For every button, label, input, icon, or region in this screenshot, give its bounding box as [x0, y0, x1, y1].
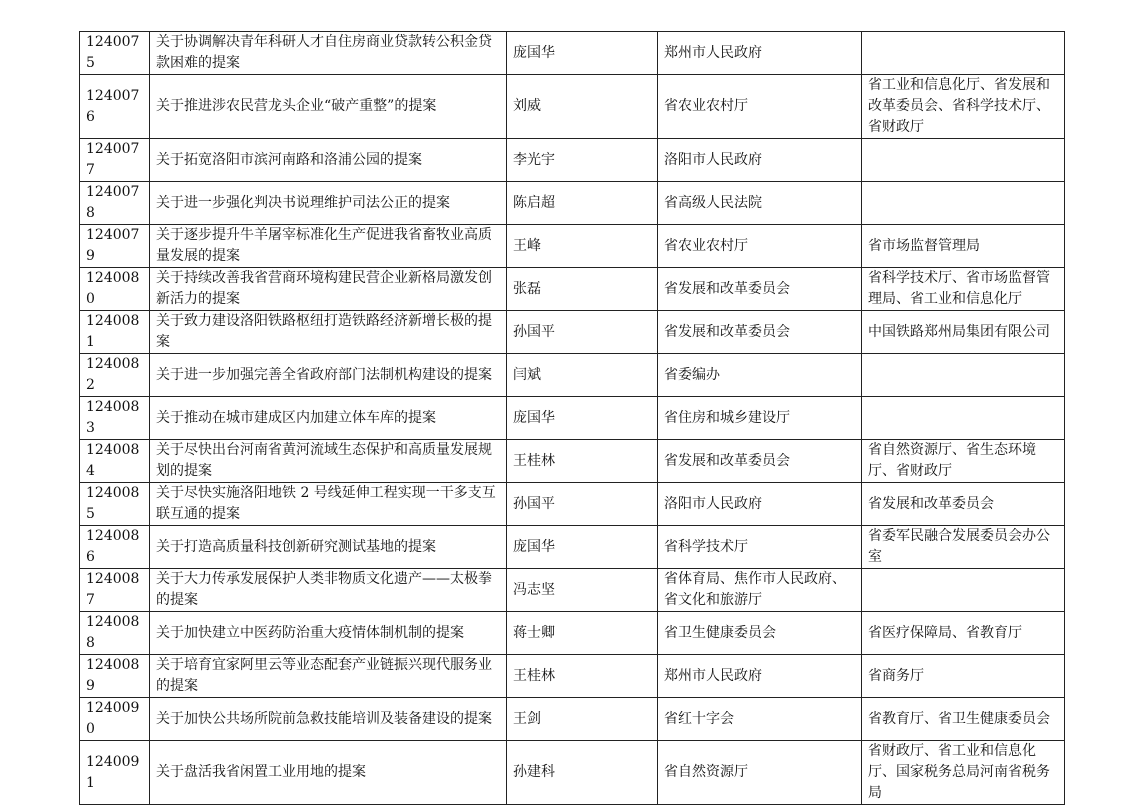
proposal-title: 关于培育宜家阿里云等业态配套产业链振兴现代服务业的提案	[150, 655, 507, 698]
proposer-name: 孙建科	[507, 741, 658, 805]
proposal-id: 1240079	[80, 225, 150, 268]
proposal-title: 关于持续改善我省营商环境构建民营企业新格局激发创新活力的提案	[150, 268, 507, 311]
lead-unit: 省科学技术厅	[658, 526, 862, 569]
co-units	[862, 397, 1065, 440]
proposer-name: 庞国华	[507, 526, 658, 569]
lead-unit: 省卫生健康委员会	[658, 612, 862, 655]
co-units: 省委军民融合发展委员会办公室	[862, 526, 1065, 569]
proposer-name: 闫斌	[507, 354, 658, 397]
proposal-title: 关于加快公共场所院前急救技能培训及装备建设的提案	[150, 698, 507, 741]
proposal-title: 关于进一步强化判决书说理维护司法公正的提案	[150, 182, 507, 225]
proposal-title: 关于盘活我省闲置工业用地的提案	[150, 741, 507, 805]
table-row	[80, 32, 1065, 75]
proposer-name: 庞国华	[507, 397, 658, 440]
proposer-name: 王桂林	[507, 440, 658, 483]
proposal-id: 1240080	[80, 268, 150, 311]
co-units: 中国铁路郑州局集团有限公司	[862, 311, 1065, 354]
proposal-id: 1240084	[80, 440, 150, 483]
proposer-name: 陈启超	[507, 182, 658, 225]
lead-unit: 省委编办	[658, 354, 862, 397]
lead-unit: 省农业农村厅	[658, 75, 862, 139]
proposal-title: 关于尽快出台河南省黄河流域生态保护和高质量发展规划的提案	[150, 440, 507, 483]
co-units: 省自然资源厅、省生态环境厅、省财政厅	[862, 440, 1065, 483]
co-units: 省发展和改革委员会	[862, 483, 1065, 526]
table-row	[80, 698, 1065, 741]
lead-unit: 郑州市人民政府	[658, 655, 862, 698]
lead-unit: 省农业农村厅	[658, 225, 862, 268]
co-units: 省商务厅	[862, 655, 1065, 698]
proposal-id: 1240087	[80, 569, 150, 612]
proposal-id: 1240083	[80, 397, 150, 440]
lead-unit: 洛阳市人民政府	[658, 483, 862, 526]
proposal-id: 1240088	[80, 612, 150, 655]
table-row	[80, 569, 1065, 612]
lead-unit: 郑州市人民政府	[658, 32, 862, 75]
proposal-id: 1240085	[80, 483, 150, 526]
lead-unit: 省体育局、焦作市人民政府、省文化和旅游厅	[658, 569, 862, 612]
co-units	[862, 32, 1065, 75]
table-row	[80, 655, 1065, 698]
proposal-id: 1240075	[80, 32, 150, 75]
lead-unit: 省高级人民法院	[658, 182, 862, 225]
proposal-title: 关于大力传承发展保护人类非物质文化遗产——太极拳的提案	[150, 569, 507, 612]
table-row	[80, 397, 1065, 440]
proposal-id: 1240076	[80, 75, 150, 139]
proposal-title: 关于加快建立中医药防治重大疫情体制机制的提案	[150, 612, 507, 655]
table-row	[80, 354, 1065, 397]
co-units: 省医疗保障局、省教育厅	[862, 612, 1065, 655]
proposer-name: 孙国平	[507, 311, 658, 354]
proposal-title: 关于协调解决青年科研人才自住房商业贷款转公积金贷款困难的提案	[150, 32, 507, 75]
proposal-title: 关于致力建设洛阳铁路枢纽打造铁路经济新增长极的提案	[150, 311, 507, 354]
proposal-id: 1240081	[80, 311, 150, 354]
proposal-id: 1240090	[80, 698, 150, 741]
co-units: 省科学技术厅、省市场监督管理局、省工业和信息化厅	[862, 268, 1065, 311]
lead-unit: 洛阳市人民政府	[658, 139, 862, 182]
co-units: 省财政厅、省工业和信息化厅、国家税务总局河南省税务局	[862, 741, 1065, 805]
proposal-id: 1240089	[80, 655, 150, 698]
table-row	[80, 75, 1065, 139]
table-row	[80, 440, 1065, 483]
lead-unit: 省发展和改革委员会	[658, 440, 862, 483]
table-row	[80, 741, 1065, 805]
table-row	[80, 268, 1065, 311]
proposal-title: 关于打造高质量科技创新研究测试基地的提案	[150, 526, 507, 569]
proposal-id: 1240078	[80, 182, 150, 225]
lead-unit: 省红十字会	[658, 698, 862, 741]
co-units	[862, 182, 1065, 225]
co-units: 省教育厅、省卫生健康委员会	[862, 698, 1065, 741]
proposer-name: 王桂林	[507, 655, 658, 698]
proposer-name: 庞国华	[507, 32, 658, 75]
table-row	[80, 311, 1065, 354]
proposer-name: 冯志坚	[507, 569, 658, 612]
proposer-name: 王剑	[507, 698, 658, 741]
co-units	[862, 354, 1065, 397]
lead-unit: 省发展和改革委员会	[658, 311, 862, 354]
proposal-id: 1240082	[80, 354, 150, 397]
table-row	[80, 612, 1065, 655]
table-row	[80, 139, 1065, 182]
proposal-title: 关于推进涉农民营龙头企业“破产重整”的提案	[150, 75, 507, 139]
table-row	[80, 225, 1065, 268]
proposal-title: 关于逐步提升牛羊屠宰标准化生产促进我省畜牧业高质量发展的提案	[150, 225, 507, 268]
proposer-name: 孙国平	[507, 483, 658, 526]
lead-unit: 省发展和改革委员会	[658, 268, 862, 311]
proposal-title: 关于拓宽洛阳市滨河南路和洛浦公园的提案	[150, 139, 507, 182]
proposer-name: 李光宇	[507, 139, 658, 182]
proposal-title: 关于进一步加强完善全省政府部门法制机构建设的提案	[150, 354, 507, 397]
proposal-id: 1240077	[80, 139, 150, 182]
table-row	[80, 526, 1065, 569]
co-units: 省市场监督管理局	[862, 225, 1065, 268]
co-units	[862, 569, 1065, 612]
proposal-table	[79, 31, 1065, 805]
proposer-name: 蒋士卿	[507, 612, 658, 655]
lead-unit: 省自然资源厅	[658, 741, 862, 805]
proposer-name: 王峰	[507, 225, 658, 268]
proposal-id: 1240086	[80, 526, 150, 569]
lead-unit: 省住房和城乡建设厅	[658, 397, 862, 440]
co-units: 省工业和信息化厅、省发展和改革委员会、省科学技术厅、省财政厅	[862, 75, 1065, 139]
table-row	[80, 182, 1065, 225]
proposer-name: 刘威	[507, 75, 658, 139]
proposer-name: 张磊	[507, 268, 658, 311]
table-row	[80, 483, 1065, 526]
co-units	[862, 139, 1065, 182]
proposal-table-body	[80, 32, 1065, 805]
proposal-title: 关于尽快实施洛阳地铁 2 号线延伸工程实现一干多支互联互通的提案	[150, 483, 507, 526]
proposal-id: 1240091	[80, 741, 150, 805]
proposal-title: 关于推动在城市建成区内加建立体车库的提案	[150, 397, 507, 440]
